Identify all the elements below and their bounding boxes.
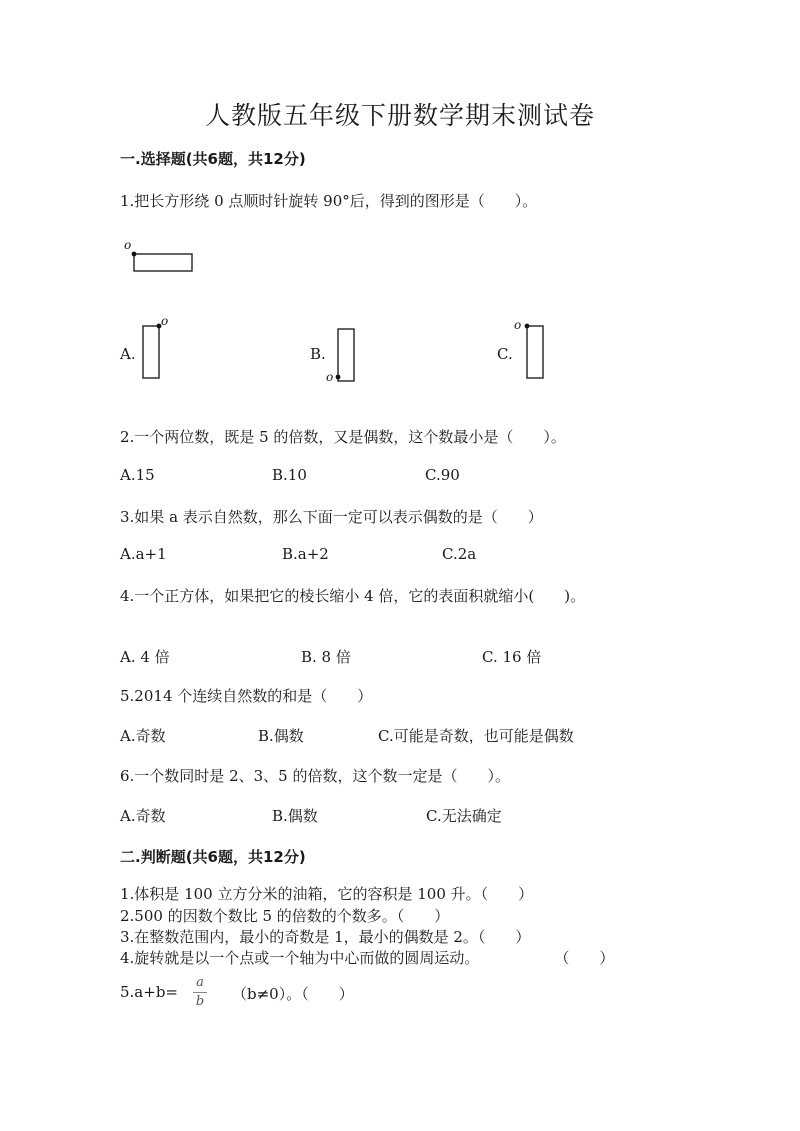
section-heading-choice: 一.选择题(共6题，共12分) — [120, 150, 306, 168]
option-b-label: B. — [310, 345, 326, 363]
original-rectangle-figure — [130, 250, 200, 275]
q4-option-a: A. 4 倍 — [120, 648, 170, 666]
question-5: 5.2014 个连续自然数的和是（ ） — [120, 687, 373, 705]
point-o-label: o — [124, 238, 132, 252]
question-2: 2.一个两位数，既是 5 的倍数，又是偶数，这个数最小是（ ）。 — [120, 428, 566, 446]
fraction-a-over-b — [190, 976, 210, 1009]
judgment-2: 2.500 的因数个数比 5 的倍数的个数多。（ ） — [120, 907, 450, 925]
fraction-numerator: a — [196, 975, 204, 990]
judgment-1: 1.体积是 100 立方分米的油箱，它的容积是 100 升。（ ） — [120, 885, 534, 903]
q5-option-a: A.奇数 — [120, 727, 166, 745]
section-heading-judgment: 二.判断题(共6题，共12分) — [120, 848, 306, 866]
fraction-denominator: b — [195, 994, 205, 1009]
q3-option-c: C.2a — [442, 545, 477, 563]
judgment-3: 3.在整数范围内，最小的奇数是 1，最小的偶数是 2。（ ） — [120, 928, 531, 946]
q6-option-c: C.无法确定 — [426, 807, 502, 825]
question-6: 6.一个数同时是 2、3、5 的倍数，这个数一定是（ ）。 — [120, 767, 510, 785]
q5-option-c: C.可能是奇数，也可能是偶数 — [378, 727, 574, 745]
q3-option-b: B.a+2 — [282, 545, 329, 563]
judgment-5-suffix: （b≠0）。（ ） — [232, 985, 354, 1003]
question-3: 3.如果 a 表示自然数，那么下面一定可以表示偶数的是（ ） — [120, 508, 543, 526]
option-a-label: A. — [120, 345, 136, 363]
q2-option-a: A.15 — [120, 466, 155, 484]
option-b-point-label: o — [326, 370, 334, 384]
q2-option-c: C.90 — [425, 466, 460, 484]
judgment-4: 4.旋转就是以一个点或一个轴为中心而做的圆周运动。 （ ） — [120, 949, 615, 967]
q4-option-b: B. 8 倍 — [301, 648, 351, 666]
q4-option-c: C. 16 倍 — [482, 648, 542, 666]
option-a-point-label: o — [161, 314, 169, 328]
option-c-figure — [522, 322, 552, 382]
page-title: 人教版五年级下册数学期末测试卷 — [204, 101, 595, 130]
question-4: 4.一个正方体，如果把它的棱长缩小 4 倍，它的表面积就缩小( )。 — [120, 587, 586, 605]
fraction-bar — [193, 992, 207, 993]
q6-option-b: B.偶数 — [272, 807, 318, 825]
option-c-label: C. — [497, 345, 513, 363]
q3-option-a: A.a+1 — [120, 545, 167, 563]
judgment-5-prefix: 5.a+b= — [120, 983, 178, 1001]
option-a-figure — [140, 322, 170, 382]
option-b-figure — [334, 326, 364, 386]
question-1: 1.把长方形绕 0 点顺时针旋转 90°后，得到的图形是（ ）。 — [120, 192, 538, 210]
option-c-point-label: o — [514, 318, 522, 332]
q6-option-a: A.奇数 — [120, 807, 166, 825]
q5-option-b: B.偶数 — [258, 727, 304, 745]
q2-option-b: B.10 — [272, 466, 307, 484]
